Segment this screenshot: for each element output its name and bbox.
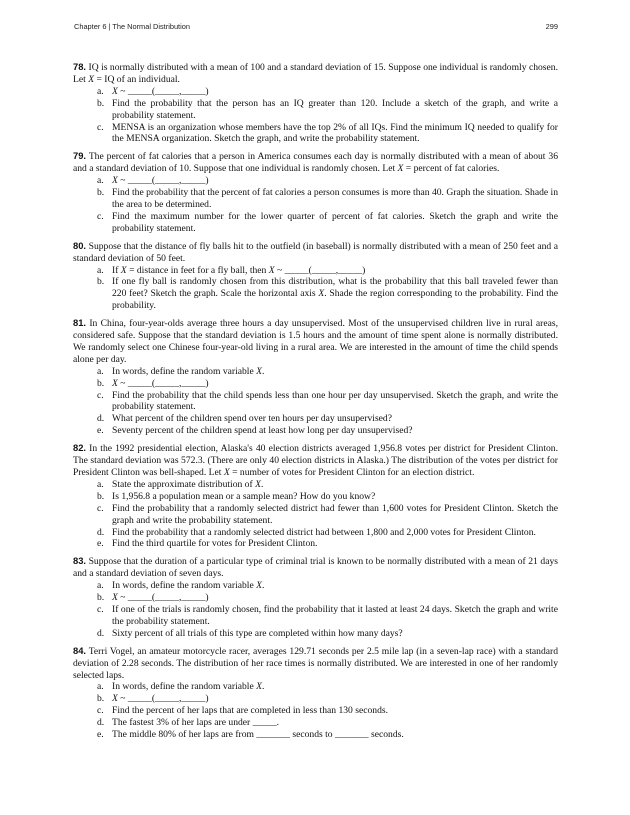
part-label: b.: [97, 592, 105, 604]
exercise-part: [73, 538, 558, 550]
page-header: [74, 22, 558, 34]
part-text: Find the third quartile for votes for President Clinton.: [112, 538, 318, 550]
part-text: State the approximate distribution of X.: [112, 478, 264, 490]
part-text: Sixty percent of all trials of this type are completed within how many days?: [112, 627, 403, 639]
exercise-part: [73, 265, 558, 277]
part-label: a.: [97, 478, 104, 490]
part-label: a.: [97, 264, 104, 276]
part-text: Find the probability that the person has an IQ greater than 120. Include a sketch of the graph, and write a probability statement.: [112, 97, 558, 121]
exercise-text: Terri Vogel, an amateur motorcycle racer, averages 129.71 seconds per 2.5 mile lap (in a seven-lap race) with a standard deviation of 2.28 seconds. The distribution of her race times is normally distributed. We are interested in one of her randomly selected laps.: [73, 645, 559, 681]
exercise-text: Suppose that the duration of a particular type of criminal trial is known to be normally distributed with a mean of 21 days and a standard deviation of seven days.: [73, 556, 558, 580]
part-label: c.: [97, 210, 104, 222]
exercise-part: [73, 413, 558, 425]
exercise-number: 81.: [73, 317, 87, 329]
exercise-part: [73, 86, 558, 98]
exercise-statement: [73, 240, 558, 265]
part-text: X ~ _____(_____,_____): [112, 85, 209, 97]
part-label: c.: [97, 705, 104, 717]
part-text: If X = distance in feet for a fly ball, then X ~ _____(_____,_____): [112, 264, 366, 276]
exercise-84: [73, 645, 558, 741]
part-text: Is 1,956.8 a population mean or a sample mean? How do you know?: [112, 490, 376, 502]
exercise-parts: [73, 175, 558, 235]
exercise-part: [73, 378, 558, 390]
part-label: d.: [97, 627, 105, 639]
exercise-part: [73, 425, 558, 437]
exercise-82: [73, 442, 558, 550]
part-label: d.: [97, 526, 105, 538]
part-label: c.: [97, 389, 104, 401]
part-label: d.: [97, 413, 105, 425]
exercise-statement: [73, 645, 558, 682]
exercise-statement: [73, 317, 558, 366]
part-text: If one of the trials is randomly chosen, find the probability that it lasted at least 24 days. Sketch the graph and write the probability statement.: [112, 603, 558, 627]
exercise-part: [73, 479, 558, 491]
part-label: d.: [97, 717, 105, 729]
part-label: b.: [97, 187, 105, 199]
exercise-part: [73, 390, 558, 414]
part-text: In words, define the random variable X.: [112, 365, 265, 377]
part-text: The fastest 3% of her laps are under _____.: [112, 717, 280, 729]
part-label: b.: [97, 490, 105, 502]
exercise-80: [73, 240, 558, 312]
exercise-part: [73, 592, 558, 604]
part-label: a.: [97, 175, 104, 187]
exercise-part: [73, 122, 558, 146]
part-text: X ~ _____(_____,_____): [112, 175, 209, 187]
exercise-79: [73, 150, 558, 234]
part-label: b.: [97, 97, 105, 109]
part-label: e.: [97, 729, 104, 741]
exercise-part: [73, 98, 558, 122]
exercise-number: 84.: [73, 644, 87, 656]
part-label: c.: [97, 502, 104, 514]
exercise-part: [73, 276, 558, 312]
exercise-parts: [73, 86, 558, 146]
exercise-78: [73, 61, 558, 145]
exercise-part: [73, 604, 558, 628]
exercise-parts: [73, 265, 558, 313]
part-text: X ~ _____(_____,_____): [112, 693, 209, 705]
exercise-statement: [73, 555, 558, 580]
exercise-part: [73, 366, 558, 378]
exercise-part: [73, 187, 558, 211]
part-label: c.: [97, 121, 104, 133]
part-text: If one fly ball is randomly chosen from this distribution, what is the probability that this ball traveled fewer than 220 feet? Sketch the graph. Scale the horizontal axis X. Shade the region corresponding to the probability. Find the probability.: [112, 276, 559, 312]
exercise-81: [73, 317, 558, 437]
part-label: e.: [97, 425, 104, 437]
part-text: In words, define the random variable X.: [112, 681, 265, 693]
part-label: b.: [97, 693, 105, 705]
exercise-statement: [73, 150, 558, 175]
part-text: Find the probability that a randomly selected district had fewer than 1,600 votes for President Clinton. Sketch the graph and write the probability statement.: [112, 502, 558, 526]
part-text: The middle 80% of her laps are from _______ seconds to _______ seconds.: [112, 729, 404, 741]
exercise-part: [73, 175, 558, 187]
page-number: 299: [545, 22, 558, 31]
exercise-number: 83.: [73, 555, 87, 567]
exercise-83: [73, 555, 558, 639]
exercise-number: 78.: [73, 61, 87, 72]
part-text: Seventy percent of the children spend at least how long per day unsupervised?: [112, 425, 413, 437]
part-label: b.: [97, 276, 105, 288]
exercise-part: [73, 681, 558, 693]
part-text: MENSA is an organization whose members have the top 2% of all IQs. Find the minimum IQ needed to qualify for the MENSA organization. Sketch the graph, and write the probability statement.: [112, 121, 558, 145]
part-label: b.: [97, 377, 105, 389]
part-text: What percent of the children spend over ten hours per day unsupervised?: [112, 413, 392, 425]
part-text: Find the maximum number for the lower quarter of percent of fat calories. Sketch the graph and write the probability statement.: [112, 210, 558, 234]
exercise-number: 80.: [73, 239, 87, 251]
exercise-part: [73, 628, 558, 640]
part-label: a.: [97, 365, 104, 377]
part-label: e.: [97, 538, 104, 550]
exercise-statement: [73, 442, 558, 479]
exercise-part: [73, 693, 558, 705]
part-text: In words, define the random variable X.: [112, 580, 265, 592]
part-label: a.: [97, 85, 104, 97]
exercise-part: [73, 211, 558, 235]
exercise-statement: [73, 61, 558, 86]
chapter-title: Chapter 6 | The Normal Distribution: [74, 22, 190, 31]
part-text: Find the percent of her laps that are completed in less than 130 seconds.: [112, 705, 389, 717]
part-text: Find the probability that a randomly selected district had between 1,800 and 2,000 votes for President Clinton.: [112, 526, 536, 538]
exercise-text: In China, four-year-olds average three hours a day unsupervised. Most of the unsupervised children live in rural areas, considered safe. Suppose that the standard deviation is 1.5 hours and the amount of time spent alone is normally distributed. We randomly select one Chinese four-year-old living in a rural area. We are interested in the amount of time the child spends alone per day.: [73, 318, 558, 365]
part-text: X ~ _____(_____,_____): [112, 592, 209, 604]
part-label: c.: [97, 603, 104, 615]
exercise-text: Suppose that the distance of fly balls hit to the outfield (in baseball) is normally distributed with a mean of 250 feet and a standard deviation of 50 feet.: [73, 240, 558, 264]
exercise-parts: [73, 681, 558, 741]
exercise-parts: [73, 479, 558, 550]
part-label: a.: [97, 580, 104, 592]
exercise-part: [73, 705, 558, 717]
part-text: X ~ _____(_____,_____): [112, 377, 209, 389]
exercise-text: In the 1992 presidential election, Alaska's 40 election districts averaged 1,956.8 votes per district for President Clinton. The standard deviation was 572.3. (There are only 40 election districts in Alaska.) The distribution of the votes per district for President Clinton was bell-shaped. Let X = number of votes for President Clinton for an election district.: [73, 443, 558, 478]
exercise-part: [73, 503, 558, 527]
part-text: Find the probability that the child spends less than one hour per day unsupervised. Sketch the graph, and write the probability statement.: [112, 389, 558, 413]
exercise-part: [73, 491, 558, 503]
exercise-text: IQ is normally distributed with a mean of 100 and a standard deviation of 15. Suppose one individual is randomly chosen. Let X = IQ of an individual.: [73, 62, 558, 85]
exercise-part: [73, 717, 558, 729]
exercise-part: [73, 527, 558, 539]
exercise-part: [73, 729, 558, 741]
part-text: Find the probability that the percent of fat calories a person consumes is more than 40. Graph the situation. Shade in the area to be determined.: [112, 187, 558, 210]
exercise-part: [73, 580, 558, 592]
exercise-number: 82.: [73, 442, 87, 454]
exercise-number: 79.: [73, 150, 87, 162]
part-label: a.: [97, 681, 104, 693]
exercise-list: [73, 61, 558, 746]
exercise-parts: [73, 366, 558, 437]
exercise-parts: [73, 580, 558, 640]
exercise-text: The percent of fat calories that a person in America consumes each day is normally distributed with a mean of about 36 and a standard deviation of 10. Suppose that one individual is randomly chosen. Let X = percent of fat calories.: [73, 151, 558, 175]
